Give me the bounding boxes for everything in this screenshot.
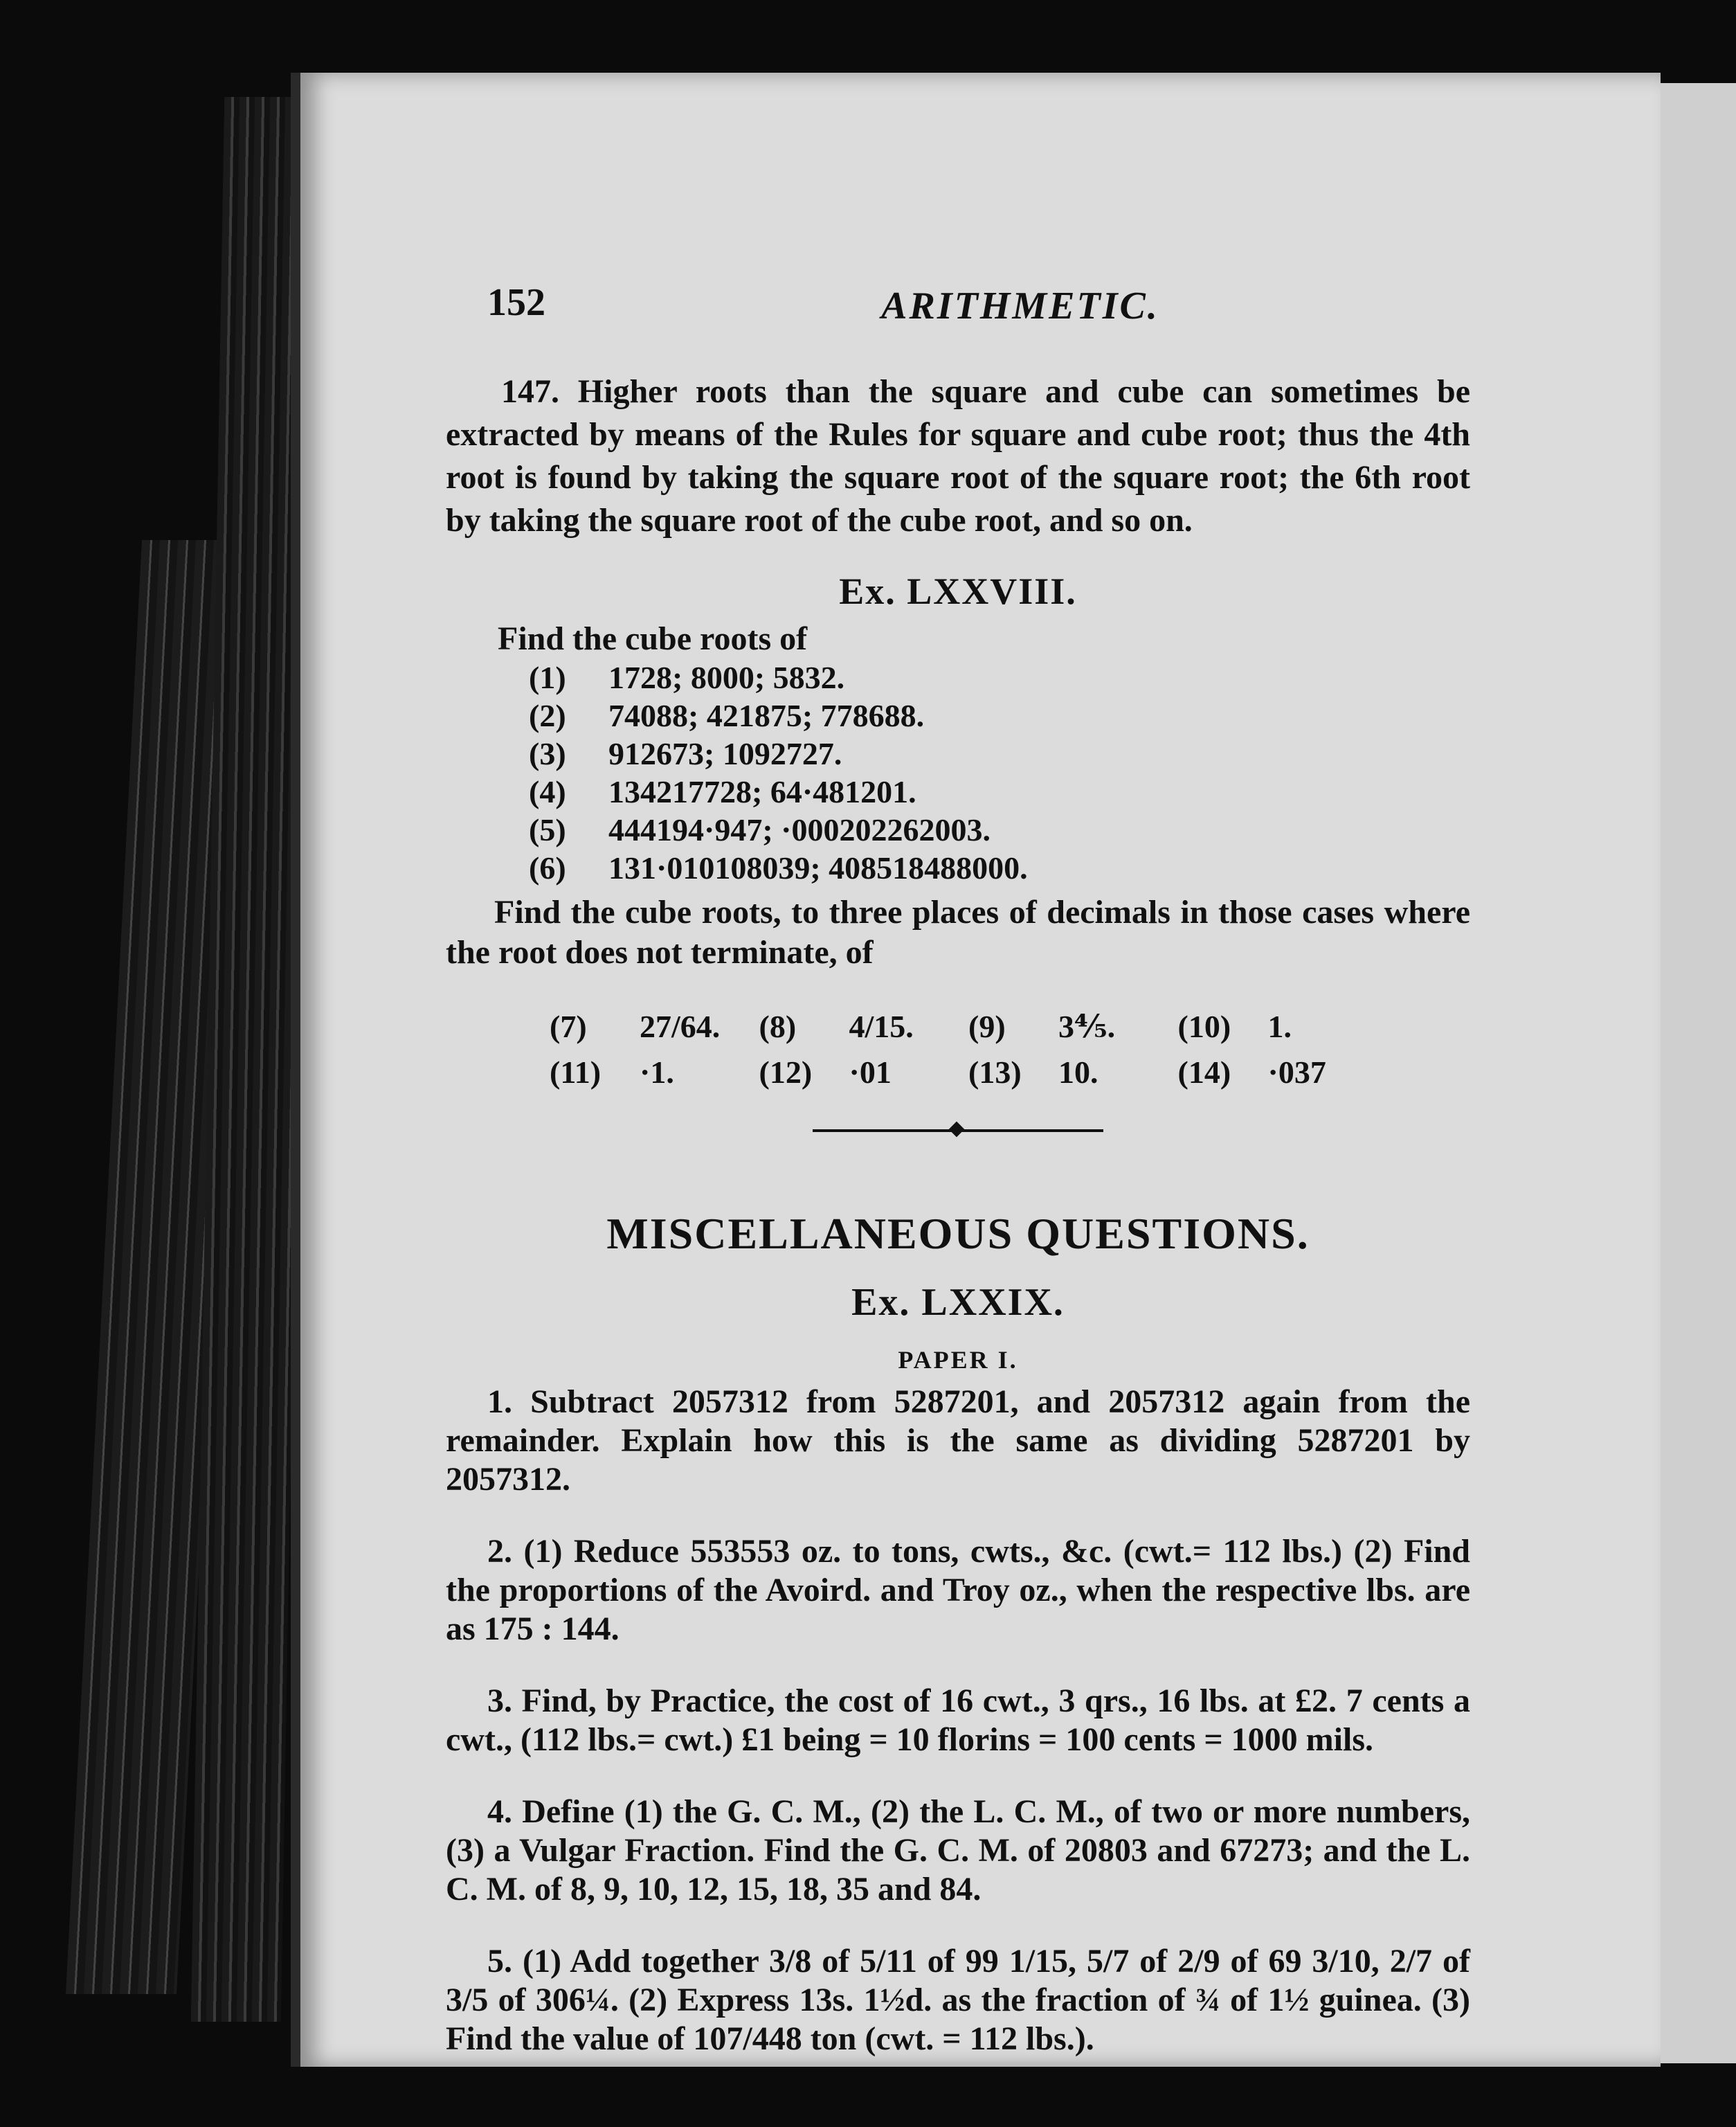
exercise-heading-78: Ex. LXXVIII. <box>839 571 1077 612</box>
problem-item <box>529 697 1470 735</box>
problem-item <box>529 773 1470 811</box>
problem-number: (11) <box>550 1054 602 1090</box>
question-2: 2. (1) Reduce 553553 oz. to tons, cwts., &c. (cwt.= 112 lbs.) (2) Find the proportions of the Avoird. and Troy oz., when the respective lbs. are as 175 : 144. <box>446 1533 1470 1647</box>
problem-number: (10) <box>1177 1009 1231 1044</box>
problem-number: (6) <box>529 850 566 886</box>
problem-number: (3) <box>529 736 566 771</box>
paper-heading: PAPER I. <box>898 1346 1018 1374</box>
problem-grid <box>446 1006 1470 1093</box>
grid-problem <box>550 1052 759 1093</box>
problem-text: 134217728; 64·481201. <box>608 774 916 809</box>
problem-value: 3⅘. <box>1058 1009 1116 1044</box>
book-page <box>291 73 1661 2067</box>
problem-text: 1728; 8000; 5832. <box>608 660 845 695</box>
exercise-intro-2: Find the cube roots, to three places of decimals in those cases where the root does not terminate, of <box>446 894 1470 971</box>
problem-number: (12) <box>759 1054 813 1090</box>
problem-text: 131·010108039; 408518488000. <box>608 850 1028 886</box>
grid-problem <box>759 1006 969 1048</box>
question-4: 4. Define (1) the G. C. M., (2) the L. C. M., of two or more numbers, (3) a Vulgar Fraction. Find the G. C. M. of 20803 and 67273; and the L. C. M. of 8, 9, 10, 12, 15, 18, 35 and 84. <box>446 1793 1470 1908</box>
facing-page-edge <box>1651 83 1736 2063</box>
question-3: 3. Find, by Practice, the cost of 16 cwt., 3 qrs., 16 lbs. at £2. 7 cents a cwt., (112 lbs.= cwt.) £1 being = 10 florins = 100 cents = 1000 mils. <box>446 1682 1470 1758</box>
question-5: 5. (1) Add together 3/8 of 5/11 of 99 1/15, 5/7 of 2/9 of 69 3/10, 2/7 of 3/5 of 306¼. (2) Express 13s. 1½d. as the fraction of ¾ of 1½ guinea. (3) Find the value of 107/448 ton (cwt. = 112 lbs.). <box>446 1943 1470 2057</box>
problem-text: 912673; 1092727. <box>608 736 842 771</box>
problem-item <box>529 658 1470 697</box>
problem-value: 1. <box>1267 1009 1292 1044</box>
grid-problem <box>550 1006 759 1048</box>
problem-item <box>529 735 1470 773</box>
problem-number: (14) <box>1177 1054 1231 1090</box>
problem-number: (13) <box>968 1054 1022 1090</box>
problem-number: (7) <box>550 1009 587 1044</box>
problem-number: (8) <box>759 1009 797 1044</box>
problem-text: 74088; 421875; 778688. <box>608 698 925 733</box>
paragraph-147: 147. Higher roots than the square and cube can sometimes be extracted by means of the Rules for square and cube root; thus the 4th root is found by taking the square root of the square root; the 6th root by taking the square root of the cube root, and so on. <box>446 373 1470 539</box>
problem-item <box>529 849 1470 887</box>
problem-value: 4/15. <box>849 1009 914 1044</box>
running-head <box>446 211 1470 327</box>
grid-problem <box>968 1006 1178 1048</box>
running-title: ARITHMETIC. <box>881 285 1159 327</box>
problem-value: ·1. <box>640 1054 674 1090</box>
problem-value: 10. <box>1058 1054 1098 1090</box>
grid-problem <box>759 1052 969 1093</box>
problem-value: 27/64. <box>640 1009 721 1044</box>
exercise-heading-79: Ex. LXXIX. <box>851 1281 1065 1324</box>
grid-problem <box>1178 1006 1388 1048</box>
question-1: 1. Subtract 2057312 from 5287201, and 2057312 again from the remainder. Explain how this is the same as dividing 5287201 by 2057312. <box>446 1383 1470 1498</box>
problem-number: (9) <box>968 1009 1006 1044</box>
problem-item <box>529 811 1470 849</box>
problem-list <box>446 658 1470 887</box>
problem-value: ·037 <box>1267 1054 1326 1090</box>
problem-number: (1) <box>529 660 566 695</box>
problem-value: ·01 <box>849 1054 892 1090</box>
page-number: 152 <box>487 281 545 324</box>
grid-problem <box>968 1052 1178 1093</box>
exercise-intro: Find the cube roots of <box>498 620 808 657</box>
problem-text: 444194·947; ·000202262003. <box>608 812 991 847</box>
divider-rule <box>813 1129 1103 1132</box>
problem-number: (5) <box>529 812 566 847</box>
problem-number: (2) <box>529 698 566 733</box>
problem-number: (4) <box>529 774 566 809</box>
section-divider <box>446 1129 1470 1132</box>
grid-problem <box>1178 1052 1388 1093</box>
section-heading: MISCELLANEOUS QUESTIONS. <box>606 1209 1310 1258</box>
page-content <box>446 211 1470 2092</box>
